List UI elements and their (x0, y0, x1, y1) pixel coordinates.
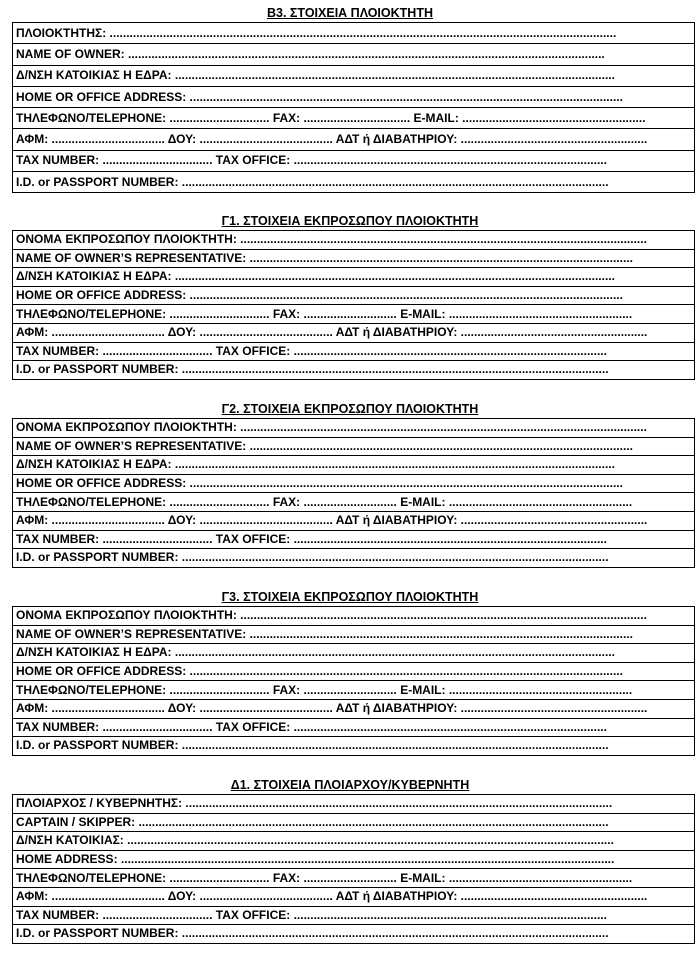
rep1-tax-gr-field[interactable]: ΑΦΜ: .................................. ΔΟΥ: ........................................ ΑΔΤ ή ΔΙΑΒΑΤΗΡΙΟΥ: ........................................................ (13, 323, 695, 342)
rep2-contact-field[interactable]: ΤΗΛΕΦΩΝΟ/TELEPHONE: .............................. FAX: ............................ E-MAIL: ....................................................... (13, 493, 695, 512)
owner-id-field[interactable]: I.D. or PASSPORT NUMBER: ................................................................................................................................ (13, 172, 695, 193)
rep3-id-field[interactable]: I.D. or PASSPORT NUMBER: ................................................................................................................................ (13, 737, 695, 756)
owner-tax-en-field[interactable]: TAX NUMBER: ................................. TAX OFFICE: .............................................................................................. (13, 150, 695, 171)
rep2-address-en-field[interactable]: HOME OR OFFICE ADDRESS: .................................................................................................................................. (13, 474, 695, 493)
section-title-g3: Γ3. ΣΤΟΙΧΕΙΑ ΕΚΠΡΟΣΩΠΟΥ ΠΛΟΙΟΚΤΗΤΗ (221, 590, 479, 604)
rep2-name-gr-field[interactable]: ΟΝΟΜΑ ΕΚΠΡΟΣΩΠΟΥ ΠΛΟΙΟΚΤΗΤΗ: .......................................................................................................................... (13, 419, 695, 438)
rep3-name-en-field[interactable]: NAME OF OWNER’S REPRESENTATIVE: ................................................................................................................... (13, 625, 695, 644)
captain-name-en-field[interactable]: CAPTAIN / SKIPPER: ............................................................................................................................................. (13, 813, 695, 832)
section-title-b3: Β3. ΣΤΟΙΧΕΙΑ ΠΛΟΙΟΚΤΗΤΗ (267, 6, 433, 20)
rep2-address-gr-field[interactable]: Δ/ΝΣΗ ΚΑΤΟΙΚΙΑΣ Η ΕΔΡΑ: .................................................................................................................................... (13, 456, 695, 475)
captain-id-field[interactable]: I.D. or PASSPORT NUMBER: ................................................................................................................................ (13, 925, 695, 944)
rep3-name-gr-field[interactable]: ΟΝΟΜΑ ΕΚΠΡΟΣΩΠΟΥ ΠΛΟΙΟΚΤΗΤΗ: .......................................................................................................................... (13, 607, 695, 626)
captain-name-gr-field[interactable]: ΠΛΟΙΑΡΧΟΣ / ΚΥΒΕΡΝΗΤΗΣ: ................................................................................................................................ (13, 795, 695, 814)
rep2-id-field[interactable]: I.D. or PASSPORT NUMBER: ................................................................................................................................ (13, 549, 695, 568)
captain-address-gr-field[interactable]: Δ/ΝΣΗ ΚΑΤΟΙΚΙΑΣ: .................................................................................................................................................. (13, 832, 695, 851)
rep2-tax-en-field[interactable]: TAX NUMBER: ................................. TAX OFFICE: .............................................................................................. (13, 530, 695, 549)
owner-contact-field[interactable]: ΤΗΛΕΦΩΝΟ/TELEPHONE: .............................. FAX: ................................ E-MAIL: ....................................................... (13, 108, 695, 129)
captain-contact-field[interactable]: ΤΗΛΕΦΩΝΟ/TELEPHONE: .............................. FAX: ............................ E-MAIL: ....................................................... (13, 869, 695, 888)
owner-name-en-field[interactable]: NAME OF OWNER: ............................................................................................................................................... (13, 44, 695, 65)
captain-details-table (12, 794, 695, 944)
rep1-tax-en-field[interactable]: TAX NUMBER: ................................. TAX OFFICE: .............................................................................................. (13, 342, 695, 361)
representative-2-table (12, 418, 695, 568)
owner-tax-gr-field[interactable]: ΑΦΜ: .................................. ΔΟΥ: ........................................ ΑΔΤ ή ΔΙΑΒΑΤΗΡΙΟΥ: ........................................................ (13, 129, 695, 150)
rep1-contact-field[interactable]: ΤΗΛΕΦΩΝΟ/TELEPHONE: .............................. FAX: ............................ E-MAIL: ....................................................... (13, 305, 695, 324)
rep1-name-en-field[interactable]: NAME OF OWNER’S REPRESENTATIVE: ................................................................................................................... (13, 249, 695, 268)
rep3-tax-en-field[interactable]: TAX NUMBER: ................................. TAX OFFICE: .............................................................................................. (13, 718, 695, 737)
rep3-address-gr-field[interactable]: Δ/ΝΣΗ ΚΑΤΟΙΚΙΑΣ Η ΕΔΡΑ: .................................................................................................................................... (13, 644, 695, 663)
rep3-tax-gr-field[interactable]: ΑΦΜ: .................................. ΔΟΥ: ........................................ ΑΔΤ ή ΔΙΑΒΑΤΗΡΙΟΥ: ........................................................ (13, 699, 695, 718)
representative-1-table (12, 230, 695, 380)
owner-address-en-field[interactable]: HOME OR OFFICE ADDRESS: .................................................................................................................................. (13, 86, 695, 107)
section-title-g1: Γ1. ΣΤΟΙΧΕΙΑ ΕΚΠΡΟΣΩΠΟΥ ΠΛΟΙΟΚΤΗΤΗ (221, 214, 479, 228)
section-title-g2: Γ2. ΣΤΟΙΧΕΙΑ ΕΚΠΡΟΣΩΠΟΥ ΠΛΟΙΟΚΤΗΤΗ (221, 402, 479, 416)
rep2-tax-gr-field[interactable]: ΑΦΜ: .................................. ΔΟΥ: ........................................ ΑΔΤ ή ΔΙΑΒΑΤΗΡΙΟΥ: ........................................................ (13, 511, 695, 530)
captain-tax-en-field[interactable]: TAX NUMBER: ................................. TAX OFFICE: .............................................................................................. (13, 906, 695, 925)
rep1-address-en-field[interactable]: HOME OR OFFICE ADDRESS: .................................................................................................................................. (13, 286, 695, 305)
owner-name-gr-field[interactable]: ΠΛΟΙΟΚΤΗΤΗΣ: ........................................................................................................................................................ (13, 23, 695, 44)
representative-3-table (12, 606, 695, 756)
captain-address-en-field[interactable]: HOME ADDRESS: .................................................................................................................................................... (13, 850, 695, 869)
captain-tax-gr-field[interactable]: ΑΦΜ: .................................. ΔΟΥ: ........................................ ΑΔΤ ή ΔΙΑΒΑΤΗΡΙΟΥ: ........................................................ (13, 887, 695, 906)
owner-address-gr-field[interactable]: Δ/ΝΣΗ ΚΑΤΟΙΚΙΑΣ Η ΕΔΡΑ: .................................................................................................................................... (13, 65, 695, 86)
rep1-address-gr-field[interactable]: Δ/ΝΣΗ ΚΑΤΟΙΚΙΑΣ Η ΕΔΡΑ: .................................................................................................................................... (13, 268, 695, 287)
rep3-contact-field[interactable]: ΤΗΛΕΦΩΝΟ/TELEPHONE: .............................. FAX: ............................ E-MAIL: ....................................................... (13, 681, 695, 700)
rep3-address-en-field[interactable]: HOME OR OFFICE ADDRESS: .................................................................................................................................. (13, 662, 695, 681)
rep1-id-field[interactable]: I.D. or PASSPORT NUMBER: ................................................................................................................................ (13, 361, 695, 380)
rep2-name-en-field[interactable]: NAME OF OWNER’S REPRESENTATIVE: ................................................................................................................... (13, 437, 695, 456)
rep1-name-gr-field[interactable]: ΟΝΟΜΑ ΕΚΠΡΟΣΩΠΟΥ ΠΛΟΙΟΚΤΗΤΗ: .......................................................................................................................... (13, 231, 695, 250)
owner-details-table (12, 22, 695, 193)
section-title-d1: Δ1. ΣΤΟΙΧΕΙΑ ΠΛΟΙΑΡΧΟΥ/ΚΥΒΕΡΝΗΤΗ (230, 778, 470, 792)
